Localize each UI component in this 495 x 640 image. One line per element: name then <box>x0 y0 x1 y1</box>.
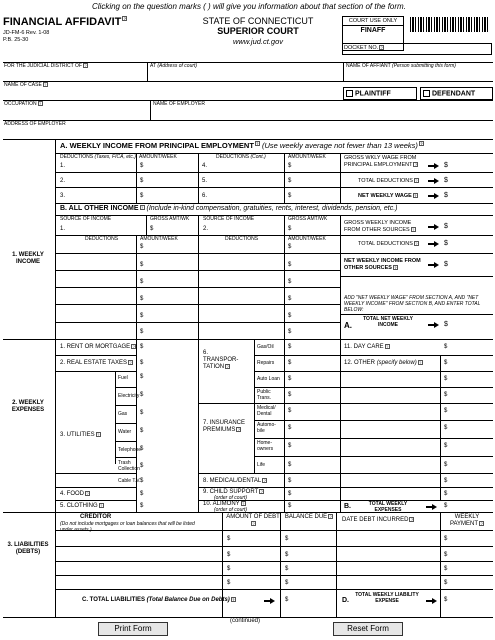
help-icon[interactable]: ? <box>480 521 483 526</box>
case-name-label: NAME OF CASE ? <box>4 82 47 88</box>
insurance-label: 7. INSURANCE PREMIUMS ? <box>203 420 246 433</box>
section-b-title: B. ALL OTHER INCOME ? (Include in-kind compensation, gratuities, rents, interest, dividends, pension, etc.) <box>60 205 398 212</box>
dollar-sign: $ <box>288 462 292 468</box>
dollar-sign: $ <box>444 443 448 449</box>
dollar-sign: $ <box>140 296 144 302</box>
other-expenses-label: 12. OTHER (specify below) ? <box>344 360 422 366</box>
help-icon[interactable]: ? <box>419 360 422 365</box>
dollar-sign: $ <box>140 329 144 335</box>
insurance-medical-label: Medical/ Dental <box>257 405 276 417</box>
dollar-sign: $ <box>444 478 448 484</box>
alimony-label: 10. ALIMONY ? <box>203 501 245 507</box>
dollar-sign: $ <box>140 491 144 497</box>
dollar-sign: $ <box>140 279 144 285</box>
plaintiff-checkbox[interactable]: PLAINTIFF <box>343 87 417 100</box>
instruction-text: Clicking on the question marks ( ) will give you information about that section of the form. <box>92 2 406 11</box>
dollar-sign: $ <box>140 392 144 398</box>
dollar-sign: $ <box>288 425 292 431</box>
deductions-cont-header: DEDUCTIONS (Cont.) <box>216 154 266 160</box>
court-name: SUPERIOR COURT <box>217 26 299 36</box>
transport-auto-loan-label: Auto Loan <box>257 376 280 382</box>
dollar-sign: $ <box>288 392 292 398</box>
total-deductions-label-2: TOTAL DEDUCTIONS ? <box>358 241 418 247</box>
dollar-sign: $ <box>444 192 448 199</box>
source-of-income-header-2: SOURCE OF INCOME <box>203 216 255 222</box>
transport-public-label: Public Trans. <box>257 389 271 401</box>
help-icon[interactable]: ? <box>263 478 266 483</box>
arrow-icon <box>428 241 440 247</box>
dollar-sign: $ <box>140 410 144 416</box>
arrow-icon <box>428 224 440 230</box>
insurance-life-label: Life <box>257 462 266 468</box>
district-field-label: FOR THE JUDICIAL DISTRICT OF ? <box>4 63 87 69</box>
help-icon[interactable]: ? <box>86 491 89 496</box>
arrow-icon <box>428 322 440 328</box>
amount-week-header-b: AMOUNT/WEEK <box>140 236 178 242</box>
dollar-sign: $ <box>288 478 292 484</box>
employer-address-label: ADDRESS OF EMPLOYER <box>4 121 66 127</box>
dollar-sign: $ <box>285 536 289 542</box>
dollar-sign: $ <box>140 344 144 350</box>
form-code: FINAFF <box>360 27 386 34</box>
other-income-line-2: 2. <box>203 226 209 232</box>
help-icon[interactable]: ? <box>232 597 235 602</box>
dollar-sign: $ <box>227 536 231 542</box>
real-estate-taxes-label: 2. REAL ESTATE TAXES ? <box>60 360 132 366</box>
total-net-income-label: TOTAL NET WEEKLY INCOME <box>363 316 413 328</box>
transport-repairs-label: Repairs <box>257 360 275 366</box>
deduction-line-1: 1. <box>60 163 66 169</box>
dollar-sign: $ <box>444 597 448 603</box>
transportation-label: 6. TRANSPOR-TATION ? <box>203 350 239 370</box>
dollar-sign: $ <box>444 321 448 328</box>
help-icon[interactable]: ? <box>140 205 144 210</box>
help-icon[interactable]: ? <box>242 501 245 506</box>
insurance-homeowners-label: Home-owners <box>257 440 274 452</box>
dollar-sign: $ <box>288 360 292 366</box>
weekly-expenses-side-label: 2. WEEKLY EXPENSES <box>11 400 45 413</box>
dollar-sign: $ <box>444 162 448 169</box>
arrow-icon <box>428 163 440 169</box>
total-a-letter: A. <box>344 321 352 330</box>
help-icon[interactable]: ? <box>329 514 332 519</box>
transport-gas-oil-label: Gas/Oil <box>257 344 274 350</box>
dollar-sign: $ <box>444 503 448 509</box>
total-b-letter: B. <box>344 503 351 510</box>
utility-cable-label: Cable T.V. <box>118 478 141 484</box>
dollar-sign: $ <box>444 408 448 414</box>
help-icon[interactable]: ? <box>256 141 259 146</box>
arrow-icon <box>428 262 440 268</box>
section-a-title: A. WEEKLY INCOME FROM PRINCIPAL EMPLOYMENT ? (Use weekly average not fewer than 13 weeks) ? <box>60 141 423 150</box>
dollar-sign: $ <box>140 244 144 250</box>
dollar-sign: $ <box>288 503 292 509</box>
help-icon[interactable]: ? <box>260 489 263 494</box>
help-icon[interactable]: ? <box>226 364 229 369</box>
dollar-sign: $ <box>444 491 448 497</box>
dollar-sign: $ <box>288 262 292 268</box>
dollar-sign: $ <box>285 597 289 603</box>
dollar-sign: $ <box>227 566 231 572</box>
dollar-sign: $ <box>227 552 231 558</box>
food-label: 4. FOOD ? <box>60 491 89 497</box>
dollar-sign: $ <box>140 193 144 199</box>
utility-trash-label: Trash Collection <box>118 460 140 472</box>
utilities-label: 3. UTILITIES ? <box>60 432 100 438</box>
dollar-sign: $ <box>140 360 144 366</box>
dollar-sign: $ <box>288 244 292 250</box>
affiant-label: NAME OF AFFIANT (Person submitting this form) <box>346 63 456 69</box>
net-other-income-label: NET WEEKLY INCOME FROM OTHER SOURCES ? <box>344 258 421 271</box>
dollar-sign: $ <box>140 313 144 319</box>
weekly-income-side-label: 1. WEEKLY INCOME <box>12 252 44 265</box>
form-title: FINANCIAL AFFIDAVIT ? <box>3 16 127 28</box>
continued-note: (continued) <box>229 618 261 624</box>
dollar-sign: $ <box>140 478 144 484</box>
deductions-header-b-2: DEDUCTIONS <box>225 236 259 242</box>
help-icon[interactable]: ? <box>415 241 418 246</box>
dollar-sign: $ <box>288 279 292 285</box>
date-incurred-header: DATE DEBT INCURRED ? <box>342 517 414 523</box>
gross-amt-header-2: GROSS AMT/WK <box>288 216 328 222</box>
help-icon[interactable]: ? <box>129 360 132 365</box>
dollar-sign: $ <box>288 163 292 169</box>
dollar-sign: $ <box>288 178 292 184</box>
dollar-sign: $ <box>288 376 292 382</box>
other-income-line-1: 1. <box>60 226 66 232</box>
deduction-line-3: 3. <box>60 193 66 199</box>
amount-debt-header: AMOUNT OF DEBT? <box>226 514 280 526</box>
dollar-sign: $ <box>444 177 448 184</box>
dollar-sign: $ <box>444 392 448 398</box>
total-d-letter: D. <box>342 597 349 604</box>
arrow-icon <box>428 193 440 199</box>
court-use-label: COURT USE ONLY <box>343 17 403 26</box>
insurance-auto-label: Automo-bile <box>257 422 276 434</box>
dollar-sign: $ <box>140 503 144 509</box>
alimony-hint: (order of court) <box>214 507 248 513</box>
help-icon[interactable]: ? <box>412 226 415 232</box>
add-instruction: ADD "NET WEEKLY WAGE" FROM SECTION A, AND "NET WEEKLY INCOME" FROM SECTION B, AND ENTER TOTAL BELOW: <box>344 295 481 313</box>
clothing-label: 5. CLOTHING ? <box>60 503 103 509</box>
dollar-sign: $ <box>285 566 289 572</box>
help-icon[interactable]: ? <box>410 517 414 522</box>
dollar-sign: $ <box>444 536 448 542</box>
dollar-sign: $ <box>140 463 144 469</box>
print-form-button[interactable]: Print Form <box>98 622 168 636</box>
help-icon[interactable]: ? <box>252 521 255 526</box>
help-icon[interactable]: ? <box>394 264 397 270</box>
deductions-taxes-header: DEDUCTIONS (Taxes, FICA, etc.) <box>60 154 136 160</box>
total-deductions-label: TOTAL DEDUCTIONS ? <box>358 178 418 184</box>
arrow-icon <box>264 598 276 604</box>
dollar-sign: $ <box>444 462 448 468</box>
deduction-line-5: 5. <box>202 178 208 184</box>
reset-form-button[interactable]: Reset Form <box>333 622 403 636</box>
arrow-icon <box>426 504 438 510</box>
dollar-sign: $ <box>444 376 448 382</box>
help-icon[interactable]: ? <box>414 161 418 167</box>
utility-fuel-label: Fuel <box>118 375 128 381</box>
help-icon[interactable]: ? <box>84 63 87 68</box>
net-weekly-wage-label: NET WEEKLY WAGE ? <box>358 193 417 199</box>
dollar-sign: $ <box>150 226 154 232</box>
dollar-sign: $ <box>444 240 448 247</box>
state-name: STATE OF CONNECTICUT <box>202 16 314 26</box>
help-icon[interactable]: ? <box>380 45 383 50</box>
help-icon[interactable]: ? <box>38 101 42 106</box>
barcode <box>410 17 490 32</box>
dollar-sign: $ <box>444 223 448 230</box>
gross-weekly-wage-label: GROSS WKLY WAGE FROM PRINCIPAL EMPLOYMENT ? <box>344 155 418 168</box>
dollar-sign: $ <box>140 446 144 452</box>
utility-telephone-label: Telephone <box>118 447 142 453</box>
dollar-sign: $ <box>444 552 448 558</box>
dollar-sign: $ <box>444 566 448 572</box>
defendant-checkbox[interactable]: DEFENDANT <box>420 87 493 100</box>
dollar-sign: $ <box>140 374 144 380</box>
weekly-payment-header: WEEKLY PAYMENT ? <box>449 514 483 527</box>
rent-mortgage-label: 1. RENT OR MORTGAGE ? <box>60 344 135 350</box>
dollar-sign: $ <box>288 329 292 335</box>
dollar-sign: $ <box>288 193 292 199</box>
utility-gas-label: Gas <box>118 411 128 417</box>
dollar-sign: $ <box>444 360 448 366</box>
arrow-icon <box>428 178 440 184</box>
dollar-sign: $ <box>288 313 292 319</box>
dollar-sign: $ <box>140 262 144 268</box>
total-liabilities-label: C. TOTAL LIABILITIES (Total Balance Due on Debts) ? <box>82 597 235 603</box>
source-of-income-header: SOURCE OF INCOME <box>60 216 112 222</box>
child-support-label: 9. CHILD SUPPORT ? <box>203 489 263 495</box>
help-icon[interactable]: ? <box>123 16 127 21</box>
help-icon[interactable]: ? <box>386 344 389 349</box>
amount-week-header-b-2: AMOUNT/WEEK <box>288 236 326 242</box>
dollar-sign: $ <box>285 552 289 558</box>
child-support-hint: (order of court) <box>214 495 248 501</box>
deduction-line-2: 2. <box>60 178 66 184</box>
creditor-header: CREDITOR <box>80 514 112 520</box>
gross-other-income-label: GROSS WEEKLY INCOME FROM OTHER SOURCES ? <box>344 220 415 233</box>
court-address-label: AT (Address of court) <box>150 63 198 69</box>
utility-water-label: Water <box>118 429 132 435</box>
dollar-sign: $ <box>288 443 292 449</box>
deduction-line-6: 6. <box>202 193 208 199</box>
help-icon[interactable]: ? <box>100 503 103 508</box>
gross-amt-header: GROSS AMT/WK <box>150 216 190 222</box>
help-icon[interactable]: ? <box>414 193 417 198</box>
dollar-sign: $ <box>285 580 289 586</box>
docket-field[interactable]: DOCKET NO. ? <box>342 43 492 55</box>
deductions-header-b: DEDUCTIONS <box>85 236 119 242</box>
dollar-sign: $ <box>444 580 448 586</box>
help-icon[interactable]: ? <box>415 178 418 183</box>
dollar-sign: $ <box>140 163 144 169</box>
amount-week-header: AMOUNT/WEEK <box>139 154 177 160</box>
occupation-label: OCCUPATION ? <box>4 101 42 107</box>
deduction-line-4: 4. <box>202 163 208 169</box>
total-weekly-expenses-label: TOTAL WEEKLY EXPENSES <box>368 501 408 513</box>
help-icon[interactable]: ? <box>44 82 47 87</box>
employer-name-label: NAME OF EMPLOYER <box>153 101 205 107</box>
help-icon[interactable]: ? <box>97 432 100 437</box>
help-icon[interactable]: ? <box>420 141 423 146</box>
dollar-sign: $ <box>444 344 448 350</box>
form-number: JD-FM-6 Rev. 1-08 <box>3 30 50 36</box>
dollar-sign: $ <box>288 226 292 232</box>
dollar-sign: $ <box>288 491 292 497</box>
help-icon[interactable]: ? <box>132 344 135 349</box>
creditor-hint: (Do not include mortgages or loan balances that will be listed under assets.) <box>60 521 195 533</box>
website-url: www.jud.ct.gov <box>232 37 284 46</box>
dollar-sign: $ <box>444 261 448 268</box>
liabilities-side-label: 3. LIABILITIES (DEBTS) <box>7 542 49 555</box>
total-weekly-liability-label: TOTAL WEEKLY LIABILITY EXPENSE <box>355 592 419 604</box>
medical-dental-label: 8. MEDICAL/DENTAL ? <box>203 478 266 484</box>
dollar-sign: $ <box>288 408 292 414</box>
arrow-icon <box>426 598 438 604</box>
help-icon[interactable]: ? <box>237 427 240 432</box>
dollar-sign: $ <box>140 428 144 434</box>
dollar-sign: $ <box>140 178 144 184</box>
balance-due-header: BALANCE DUE ? <box>284 514 332 520</box>
utility-electricity-label: Electricity <box>118 393 140 399</box>
dollar-sign: $ <box>444 425 448 431</box>
day-care-label: 11. DAY CARE ? <box>344 344 389 350</box>
dollar-sign: $ <box>227 580 231 586</box>
dollar-sign: $ <box>288 296 292 302</box>
practice-book-ref: P.B. 25-30 <box>3 37 29 43</box>
dollar-sign: $ <box>288 344 292 350</box>
amount-week-header-2: AMOUNT/WEEK <box>288 154 326 160</box>
